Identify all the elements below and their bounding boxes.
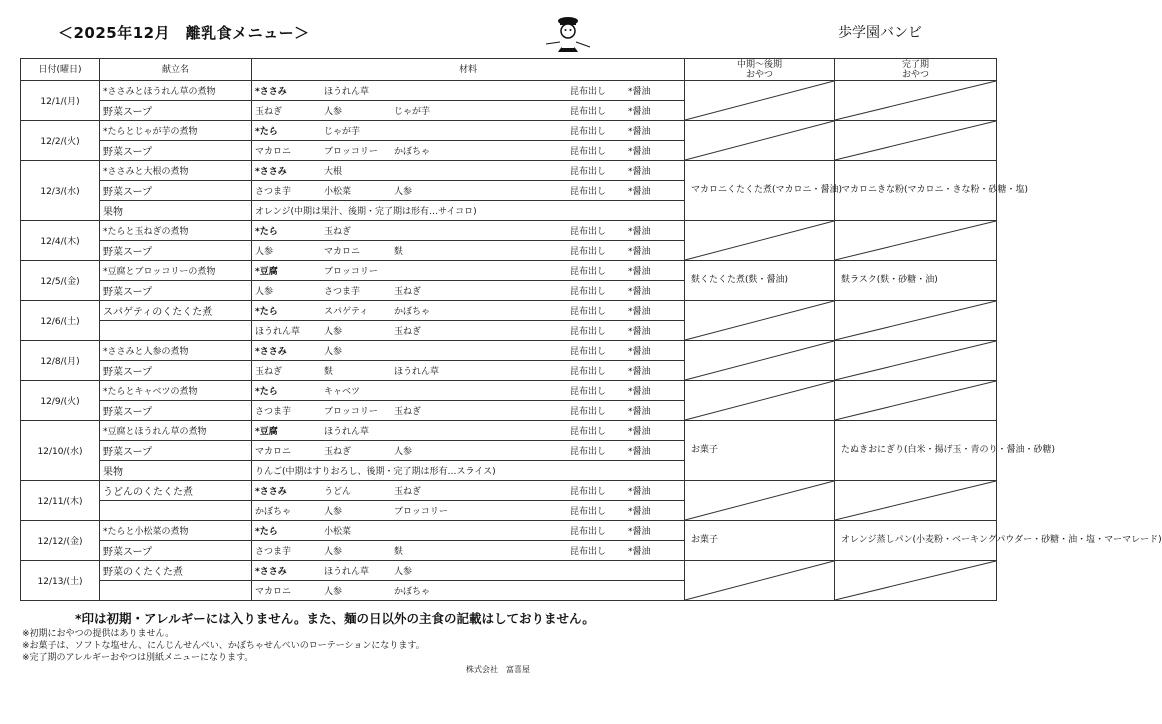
dish-name [100,501,252,521]
seasoning-dashi: 昆布出し [570,227,607,237]
ingredient-2: 人参 [324,327,343,337]
seasoning-dashi: 昆布出し [570,367,607,377]
ingredient-3: かぼちゃ [394,147,431,157]
materials-cell [252,581,685,601]
col-snack-mid-late: 中期～後期 おやつ [685,59,835,81]
dish-name: 野菜スープ [100,361,252,381]
note-sweets: ※お菓子は、ソフトな塩せん、にんじんせんべい、かぼちゃせんべいのローテーションになります。 [22,641,425,651]
diagonal-slash [685,561,834,600]
ingredient-2: ほうれん草 [324,87,370,97]
seasoning-soy: *醤油 [628,507,651,517]
ingredient-3: 人参 [394,567,413,577]
seasoning-dashi: 昆布出し [570,127,607,137]
fruit-description: りんご(中期はすりおろし、後期・完了期は形有…スライス) [255,467,496,477]
dish-name: *豆腐とほうれん草の煮物 [100,421,252,441]
seasoning-dashi: 昆布出し [570,387,607,397]
snack-mid-late-empty [685,481,835,521]
dish-name: *たらとじゃが芋の煮物 [100,121,252,141]
snack-mid-late-text: 麩くたくた煮(麩・醤油) [691,275,789,285]
snack-complete-text: マカロニきな粉(マカロニ・きな粉・砂糖・塩) [841,185,1029,195]
ingredient-1: *ささみ [255,487,287,497]
day-date: 12/5/(金) [21,261,100,301]
diagonal-slash [685,301,834,340]
ingredient-2: 人参 [324,547,343,557]
seasoning-soy: *醤油 [628,527,651,537]
materials-cell [252,181,685,201]
seasoning-dashi: 昆布出し [570,487,607,497]
seasoning-dashi: 昆布出し [570,547,607,557]
diagonal-slash [835,561,996,600]
seasoning-soy: *醤油 [628,487,651,497]
dish-name: *たらと玉ねぎの煮物 [100,221,252,241]
materials-cell [252,261,685,281]
seasoning-dashi: 昆布出し [570,147,607,157]
ingredient-3: 麩 [394,247,404,257]
ingredient-1: 人参 [255,287,274,297]
ingredient-3: かぼちゃ [394,587,431,597]
day-date: 12/8/(月) [21,341,100,381]
ingredient-2: 玉ねぎ [324,227,352,237]
menu-row [21,121,997,141]
school-name: 歩学園バンビ [838,25,922,41]
seasoning-dashi: 昆布出し [570,407,607,417]
seasoning-soy: *醤油 [628,107,651,117]
note-allergy-menu: ※完了期のアレルギーおやつは別紙メニューになります。 [22,653,254,663]
materials-cell [252,481,685,501]
ingredient-2: 小松菜 [324,527,352,537]
snack-mid-late-text: お菓子 [691,445,719,455]
ingredient-1: かぼちゃ [255,507,292,517]
materials-cell [252,241,685,261]
snack-mid-late-empty [685,121,835,161]
ingredient-1: さつま芋 [255,187,292,197]
ingredient-1: 玉ねぎ [255,367,283,377]
dish-name: 野菜スープ [100,101,252,121]
materials-cell [252,421,685,441]
seasoning-soy: *醤油 [628,367,651,377]
snack-mid-late-empty [685,341,835,381]
seasoning-soy: *醤油 [628,187,651,197]
seasoning-soy: *醤油 [628,247,651,257]
diagonal-slash [835,341,996,380]
materials-cell [252,361,685,381]
snack-mid-late-empty [685,81,835,121]
dish-name: 野菜スープ [100,281,252,301]
menu-row [21,261,997,281]
day-date: 12/9/(火) [21,381,100,421]
note-snack: ※初期におやつの提供はありません。 [22,629,175,639]
ingredient-2: ブロッコリー [324,267,378,277]
snack-mid-late-empty [685,381,835,421]
materials-cell [252,401,685,421]
ingredient-1: さつま芋 [255,547,292,557]
diagonal-slash [685,381,834,420]
snack-mid-late-text: お菓子 [691,535,719,545]
fruit-description: オレンジ(中期は果汁、後期・完了期は形有…サイコロ) [255,207,477,217]
dish-name: 野菜スープ [100,441,252,461]
ingredient-2: 玉ねぎ [324,447,352,457]
ingredient-2: ほうれん草 [324,427,370,437]
menu-row [21,341,997,361]
col-snack-complete: 完了期 おやつ [835,59,997,81]
day-date: 12/12/(金) [21,521,100,561]
snack-mid-late-text: マカロニくたくた煮(マカロニ・醤油) [691,185,843,195]
seasoning-soy: *醤油 [628,447,651,457]
seasoning-soy: *醤油 [628,327,651,337]
snack-mid-late-empty [685,221,835,261]
diagonal-slash [835,221,996,260]
seasoning-soy: *醤油 [628,267,651,277]
dish-name: 野菜スープ [100,541,252,561]
ingredient-1: *たら [255,387,278,397]
diagonal-slash [685,81,834,120]
allergy-note: *印は初期・アレルギーには入りません。また、麺の日以外の主食の記載はしておりません。 [75,611,595,626]
chef-character-icon [540,14,596,56]
snack-mid-late-empty [685,561,835,601]
menu-row [21,561,997,581]
ingredient-2: 人参 [324,107,343,117]
ingredient-1: *ささみ [255,347,287,357]
dish-name: 野菜スープ [100,141,252,161]
ingredient-2: スパゲティ [324,307,369,317]
snack-complete-empty [835,481,997,521]
snack-complete-text: 麩ラスク(麩・砂糖・油) [841,275,938,285]
ingredient-2: 大根 [324,167,343,177]
seasoning-dashi: 昆布出し [570,287,607,297]
col-dish: 献立名 [100,59,252,81]
menu-row [21,221,997,241]
materials-cell [252,501,685,521]
dish-name: 野菜スープ [100,241,252,261]
snack-complete-empty [835,301,997,341]
dish-name: *ささみとほうれん草の煮物 [100,81,252,101]
day-date: 12/13/(土) [21,561,100,601]
snack-complete [835,421,1056,481]
menu-row [21,481,997,501]
col-date: 日付(曜日) [21,59,100,81]
dish-name [100,321,252,341]
ingredient-1: マカロニ [255,447,292,457]
ingredient-1: *たら [255,307,278,317]
dish-name: 野菜のくたくた煮 [100,561,252,581]
ingredient-3: かぼちゃ [394,307,431,317]
day-date: 12/11/(木) [21,481,100,521]
day-date: 12/6/(土) [21,301,100,341]
seasoning-soy: *醤油 [628,87,651,97]
day-date: 12/3/(水) [21,161,100,221]
ingredient-1: *豆腐 [255,267,278,277]
menu-row [21,81,997,101]
materials-cell [252,221,685,241]
snack-complete-empty [835,561,997,601]
ingredient-3: 玉ねぎ [394,407,422,417]
materials-cell [252,101,685,121]
ingredient-1: *豆腐 [255,427,278,437]
ingredient-2: 人参 [324,347,343,357]
ingredient-2: さつま芋 [324,287,361,297]
ingredient-1: *たら [255,527,278,537]
seasoning-soy: *醤油 [628,407,651,417]
diagonal-slash [835,301,996,340]
seasoning-dashi: 昆布出し [570,307,607,317]
diagonal-slash [685,221,834,260]
menu-row [21,381,997,401]
dish-name [100,581,252,601]
snack-complete [835,161,1029,221]
dish-name: *ささみと大根の煮物 [100,161,252,181]
day-date: 12/2/(火) [21,121,100,161]
ingredient-1: ほうれん草 [255,327,301,337]
seasoning-dashi: 昆布出し [570,187,607,197]
fruit-materials [252,201,685,221]
ingredient-1: マカロニ [255,147,292,157]
seasoning-soy: *醤油 [628,427,651,437]
snack-complete-text: たぬきおにぎり(白米・揚げ玉・青のり・醤油・砂糖) [841,445,1056,455]
seasoning-soy: *醤油 [628,227,651,237]
ingredient-1: *たら [255,127,278,137]
materials-cell [252,521,685,541]
snack-complete-empty [835,81,997,121]
snack-complete-empty [835,381,997,421]
snack-complete [835,521,1162,561]
seasoning-soy: *醤油 [628,167,651,177]
ingredient-3: 玉ねぎ [394,327,422,337]
snack-mid-late [685,521,835,561]
ingredient-1: *ささみ [255,567,287,577]
seasoning-soy: *醤油 [628,127,651,137]
snack-complete-text: オレンジ蒸しパン(小麦粉・ベーキングパウダー・砂糖・油・塩・マーマレード) [841,535,1162,545]
snack-complete-empty [835,121,997,161]
seasoning-soy: *醤油 [628,287,651,297]
seasoning-dashi: 昆布出し [570,87,607,97]
col-materials: 材料 [252,59,685,81]
materials-cell [252,121,685,141]
day-date: 12/1/(月) [21,81,100,121]
ingredient-1: *ささみ [255,167,287,177]
ingredient-3: 麩 [394,547,404,557]
materials-cell [252,81,685,101]
seasoning-dashi: 昆布出し [570,267,607,277]
dish-name: うどんのくたくた煮 [100,481,252,501]
ingredient-2: ブロッコリー [324,407,378,417]
diagonal-slash [685,481,834,520]
seasoning-dashi: 昆布出し [570,507,607,517]
company-name: 株式会社 富喜屋 [466,665,530,674]
menu-table [20,58,1162,601]
snack-mid-late [685,421,835,481]
page-title: ＜2025年12月 離乳食メニュー＞ [58,24,310,42]
menu-row [21,301,997,321]
seasoning-soy: *醤油 [628,547,651,557]
ingredient-2: ほうれん草 [324,567,370,577]
seasoning-soy: *醤油 [628,387,651,397]
diagonal-slash [835,121,996,160]
menu-row [21,521,997,541]
materials-cell [252,561,685,581]
ingredient-3: 玉ねぎ [394,287,422,297]
snack-complete-empty [835,341,997,381]
seasoning-dashi: 昆布出し [570,447,607,457]
ingredient-3: じゃが芋 [394,107,431,117]
materials-cell [252,441,685,461]
seasoning-dashi: 昆布出し [570,527,607,537]
seasoning-soy: *醤油 [628,147,651,157]
ingredient-2: 人参 [324,507,343,517]
ingredient-1: *ささみ [255,87,287,97]
ingredient-3: 人参 [394,187,413,197]
ingredient-1: さつま芋 [255,407,292,417]
seasoning-soy: *醤油 [628,307,651,317]
dish-name: スパゲティのくたくた煮 [100,301,252,321]
seasoning-dashi: 昆布出し [570,327,607,337]
ingredient-3: ブロッコリー [394,507,448,517]
ingredient-2: マカロニ [324,247,361,257]
ingredient-2: じゃが芋 [324,127,361,137]
dish-name: *たらと小松菜の煮物 [100,521,252,541]
dish-name: *たらとキャベツの煮物 [100,381,252,401]
ingredient-2: 小松菜 [324,187,352,197]
snack-mid-late-empty [685,301,835,341]
seasoning-soy: *醤油 [628,347,651,357]
dish-name: 果物 [100,461,252,481]
diagonal-slash [835,81,996,120]
diagonal-slash [685,121,834,160]
materials-cell [252,281,685,301]
ingredient-1: 人参 [255,247,274,257]
diagonal-slash [835,481,996,520]
ingredient-2: キャベツ [324,387,361,397]
snack-mid-late [685,261,835,301]
day-date: 12/4/(木) [21,221,100,261]
ingredient-2: ブロッコリー [324,147,378,157]
ingredient-2: 人参 [324,587,343,597]
diagonal-slash [835,381,996,420]
day-date: 12/10/(水) [21,421,100,481]
materials-cell [252,301,685,321]
dish-name: 野菜スープ [100,401,252,421]
snack-mid-late [685,161,843,221]
materials-cell [252,381,685,401]
seasoning-dashi: 昆布出し [570,427,607,437]
materials-cell [252,541,685,561]
ingredient-2: うどん [324,487,352,497]
materials-cell [252,341,685,361]
menu-row [21,421,997,441]
ingredient-2: 麩 [324,367,334,377]
seasoning-dashi: 昆布出し [570,347,607,357]
ingredient-3: ほうれん草 [394,367,440,377]
ingredient-1: 玉ねぎ [255,107,283,117]
menu-row [21,161,997,181]
dish-name: 果物 [100,201,252,221]
snack-complete [835,261,997,301]
ingredient-1: *たら [255,227,278,237]
dish-name: *ささみと人参の煮物 [100,341,252,361]
materials-cell [252,321,685,341]
fruit-materials [252,461,685,481]
seasoning-dashi: 昆布出し [570,247,607,257]
diagonal-slash [685,341,834,380]
ingredient-1: マカロニ [255,587,292,597]
materials-cell [252,141,685,161]
seasoning-dashi: 昆布出し [570,167,607,177]
seasoning-dashi: 昆布出し [570,107,607,117]
ingredient-3: 人参 [394,447,413,457]
snack-complete-empty [835,221,997,261]
materials-cell [252,161,685,181]
dish-name: 野菜スープ [100,181,252,201]
ingredient-3: 玉ねぎ [394,487,422,497]
dish-name: *豆腐とブロッコリーの煮物 [100,261,252,281]
